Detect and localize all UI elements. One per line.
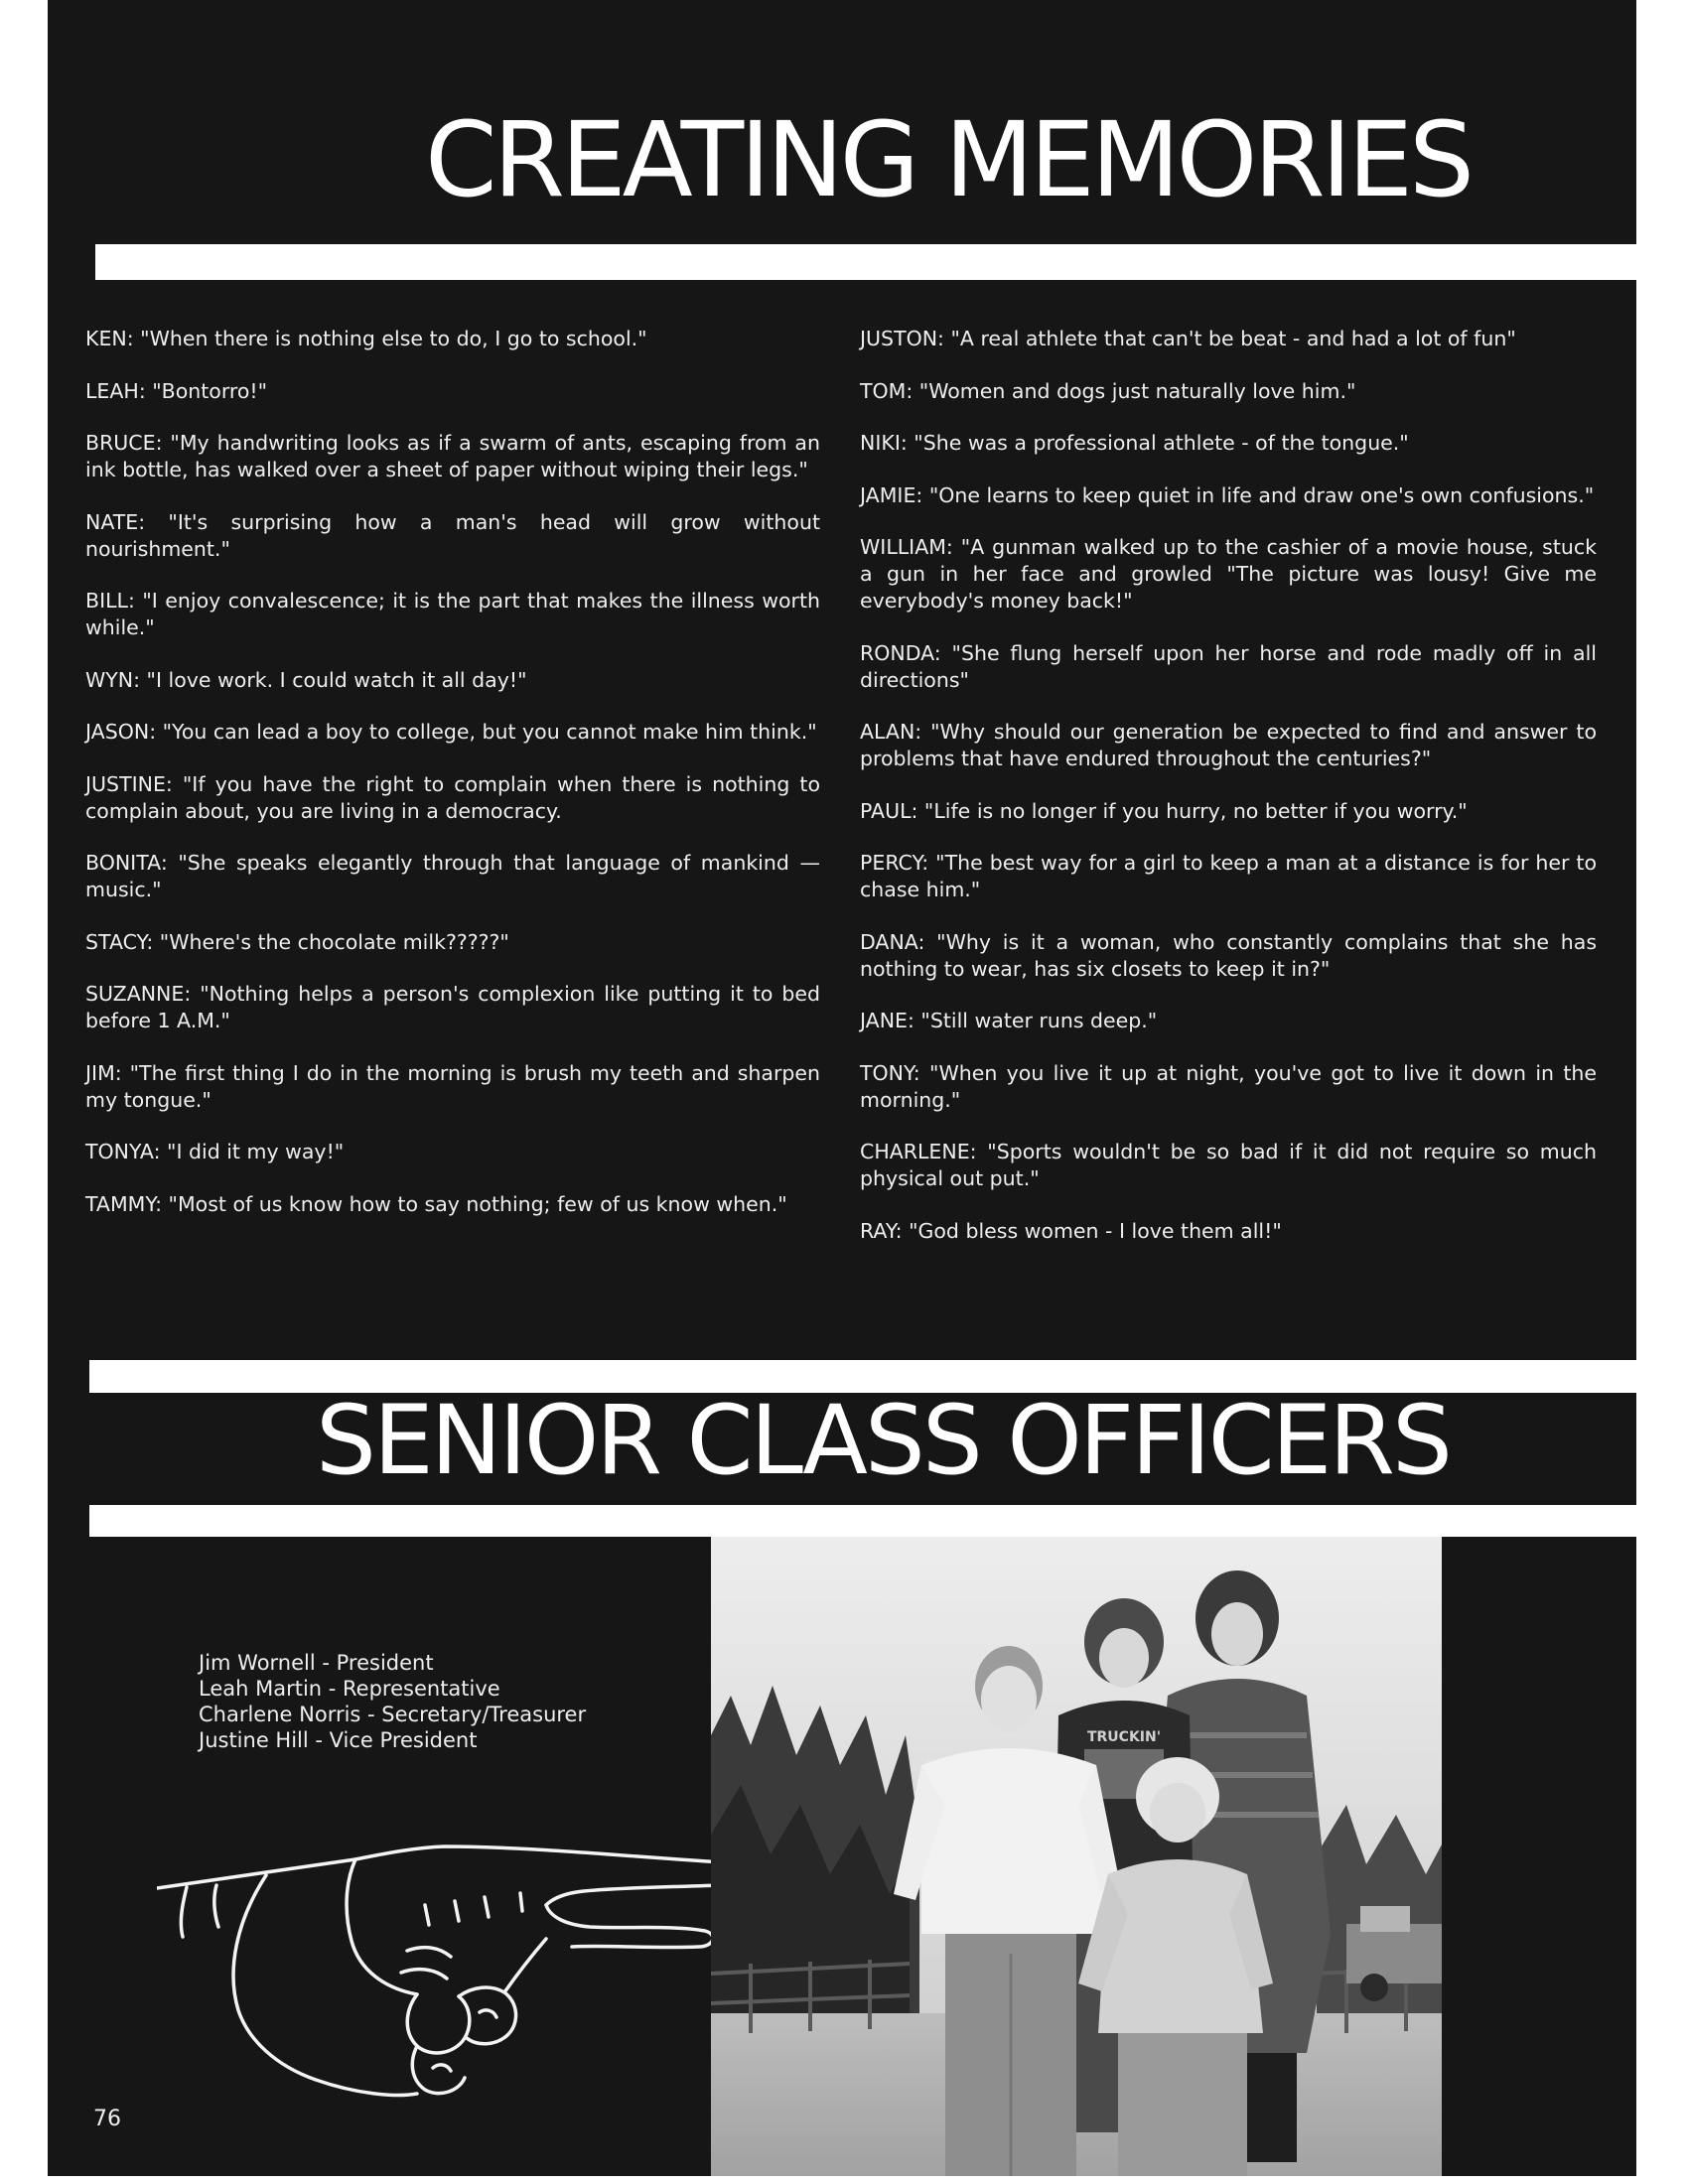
senior-quote: LEAH: "Bontorro!" xyxy=(85,378,268,403)
senior-quote: NIKI: "She was a professional athlete - of the tongue." xyxy=(860,431,1409,455)
senior-quote: KEN: "When there is nothing else to do, I go to school." xyxy=(85,327,647,350)
senior-quote: TAMMY: "Most of us know how to say nothing; few of us know when." xyxy=(85,1191,787,1216)
officer-entry: Justine Hill - Vice President xyxy=(199,1728,478,1752)
senior-quote: BRUCE: "My handwriting looks as if a swarm of ants, escaping from an ink bottle, has walked over a sheet of paper without wiping their legs." xyxy=(85,431,820,481)
senior-quote: JUSTINE: "If you have the right to complain when there is nothing to complain about, you are living in a democracy. xyxy=(85,771,820,823)
senior-quote: WYN: "I love work. I could watch it all day!" xyxy=(85,667,527,692)
senior-quote: PAUL: "Life is no longer if you hurry, no better if you worry." xyxy=(860,798,1468,823)
yearbook-page xyxy=(48,0,1636,2176)
senior-quote: BILL: "I enjoy convalescence; it is the part that makes the illness worth while." xyxy=(85,589,820,639)
senior-quote: NATE: "It's surprising how a man's head will grow without nourishment." xyxy=(85,509,820,561)
senior-quote: DANA: "Why is it a woman, who constantly complains that she has nothing to wear, has six closets to keep it in?" xyxy=(860,929,1597,981)
senior-quote: TONY: "When you live it up at night, you've got to live it down in the morning." xyxy=(860,1060,1597,1112)
senior-quote: WILLIAM: "A gunman walked up to the cashier of a movie house, stuck a gun in her face and growled "The picture was lousy! Give me everybody's money back!" xyxy=(860,535,1597,613)
senior-quote: CHARLENE: "Sports wouldn't be so bad if it did not require so much physical out put." xyxy=(860,1140,1597,1190)
senior-quote: JASON: "You can lead a boy to college, but you cannot make him think." xyxy=(85,720,817,744)
shirt-text: TRUCKIN' xyxy=(1086,1729,1162,1745)
senior-quote: JIM: "The first thing I do in the morning is brush my teeth and sharpen my tongue." xyxy=(85,1060,820,1112)
officer-entry: Jim Wornell - President xyxy=(199,1651,434,1675)
senior-quote: TONYA: "I did it my way!" xyxy=(85,1140,345,1163)
officer-entry: Charlene Norris - Secretary/Treasurer xyxy=(199,1703,587,1726)
senior-quote: ALAN: "Why should our generation be expected to find and answer to problems that have endured throughout the centuries?" xyxy=(860,720,1597,770)
senior-quote: TOM: "Women and dogs just naturally love him." xyxy=(860,378,1356,403)
quotes-column-right xyxy=(860,326,1597,1270)
section-title: SENIOR CLASS OFFICERS xyxy=(316,1385,1450,1496)
senior-quote: RAY: "God bless women - I love them all!" xyxy=(860,1218,1282,1243)
page-number: 76 xyxy=(93,2107,121,2131)
senior-quote: JUSTON: "A real athlete that can't be beat - and had a lot of fun" xyxy=(860,327,1516,350)
senior-quote: SUZANNE: "Nothing helps a person's complexion like putting it to bed before 1 A.M." xyxy=(85,982,820,1032)
senior-quote: BONITA: "She speaks elegantly through that language of mankind — music." xyxy=(85,851,820,901)
page-title: CREATING MEMORIES xyxy=(425,99,1471,220)
divider-bar-lower xyxy=(89,1505,1636,1537)
group-photo-illustration xyxy=(711,1537,1442,2176)
senior-officers-photo xyxy=(711,1537,1442,2176)
officer-entry: Leah Martin - Representative xyxy=(199,1677,500,1701)
senior-quote: RONDA: "She flung herself upon her horse and rode madly off in all directions" xyxy=(860,640,1597,692)
senior-quote: STACY: "Where's the chocolate milk?????" xyxy=(85,929,509,954)
senior-quote: PERCY: "The best way for a girl to keep a man at a distance is for her to chase him." xyxy=(860,851,1597,901)
quotes-column-left xyxy=(85,326,820,1243)
pointing-hand-icon xyxy=(157,1842,743,2110)
senior-quote: JANE: "Still water runs deep." xyxy=(860,1009,1158,1032)
officers-list xyxy=(199,1650,586,1753)
senior-quote: JAMIE: "One learns to keep quiet in life and draw one's own confusions." xyxy=(860,482,1595,507)
divider-bar-top xyxy=(95,244,1636,280)
